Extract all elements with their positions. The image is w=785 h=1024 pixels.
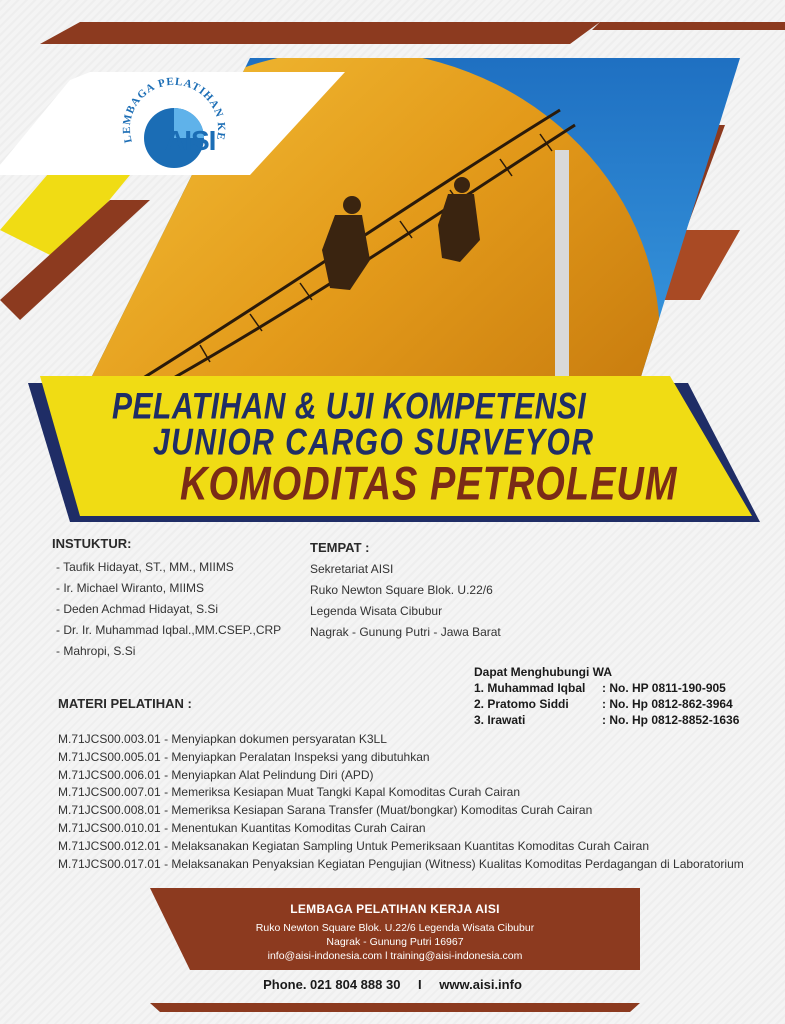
footer-separator: I — [418, 977, 422, 992]
tempat-item: Sekretariat AISI — [310, 562, 394, 576]
materi-item: M.71JCS00.010.01 - Menentukan Kuantitas Komoditas Curah Cairan — [58, 820, 426, 835]
instruktur-item: - Mahropi, S.Si — [56, 644, 136, 658]
tempat-section — [310, 540, 501, 643]
contact-phone: : No. Hp 0812-862-3964 — [602, 697, 733, 711]
footer-org: LEMBAGA PELATIHAN KERJA AISI — [290, 902, 500, 916]
instruktur-heading: INSTUKTUR: — [52, 536, 132, 551]
contact-heading: Dapat Menghubungi WA — [474, 665, 612, 679]
instruktur-item: - Dr. Ir. Muhammad Iqbal.,MM.CSEP.,CRP — [56, 623, 282, 637]
tempat-item: Legenda Wisata Cibubur — [310, 604, 443, 618]
footer-address-2: Nagrak - Gunung Putri 16967 — [326, 936, 464, 948]
materi-item: M.71JCS00.003.01 - Menyiapkan dokumen persyaratan K3LL — [58, 732, 387, 746]
top-brown-stripe — [40, 22, 600, 44]
materi-heading: MATERI PELATIHAN : — [58, 696, 192, 711]
materi-item: M.71JCS00.005.01 - Menyiapkan Peralatan Inspeksi yang dibutuhkan — [58, 749, 430, 764]
logo-arc-text: LEMBAGA PELATIHAN KE — [120, 75, 228, 145]
materi-item: M.71JCS00.008.01 - Memeriksa Kesiapan Sarana Transfer (Muat/bongkar) Komoditas Curah Cairan — [58, 803, 593, 818]
instruktur-item: - Taufik Hidayat, ST., MM., MIIMS — [56, 560, 234, 574]
materi-item: M.71JCS00.006.01 - Menyiapkan Alat Pelindung Diri (APD) — [58, 767, 374, 782]
footer-contact-line — [0, 977, 785, 992]
contact-name: 1. Muhammad Iqbal — [474, 681, 586, 695]
title-line-3: KOMODITAS PETROLEUM — [180, 458, 678, 511]
instruktur-section — [52, 536, 281, 662]
title-line-1: PELATIHAN & UJI KOMPETENSI — [112, 386, 587, 428]
tempat-item: Ruko Newton Square Blok. U.22/6 — [310, 583, 493, 597]
contact-phone: : No. HP 0811-190-905 — [602, 681, 726, 695]
contact-phone: : No. Hp 0812-8852-1636 — [602, 713, 740, 727]
footer-website: www.aisi.info — [439, 977, 522, 992]
title-line-2: JUNIOR CARGO SURVEYOR — [153, 422, 595, 464]
materi-item: M.71JCS00.017.01 - Melaksanakan Penyaksian Kegiatan Pengujian (Witness) Kualitas Komoditas Perdagangan di Laboratorium — [58, 856, 744, 871]
materi-item: M.71JCS00.007.01 - Memeriksa Kesiapan Muat Tangki Kapal Komoditas Curah Cairan — [58, 785, 521, 800]
footer-address-1: Ruko Newton Square Blok. U.22/6 Legenda Wisata Cibubur — [255, 922, 535, 934]
contact-row — [474, 680, 739, 696]
materi-section — [58, 696, 744, 873]
logo-name: AISI — [165, 125, 216, 156]
contact-name: 2. Pratomo Siddi — [474, 697, 569, 711]
tempat-heading: TEMPAT : — [310, 540, 370, 555]
materi-item: M.71JCS00.012.01 - Melaksanakan Kegiatan Sampling Untuk Pemeriksaan Kuantitas Komoditas Curah Cairan — [58, 838, 649, 853]
bottom-stripe — [150, 1003, 640, 1012]
top-brown-stripe-2 — [592, 22, 785, 30]
contact-name: 3. Irawati — [474, 713, 526, 727]
footer-emails: info@aisi-indonesia.com l training@aisi-indonesia.com — [267, 950, 523, 962]
tempat-item: Nagrak - Gunung Putri - Jawa Barat — [310, 625, 501, 639]
instruktur-item: - Ir. Michael Wiranto, MIIMS — [56, 581, 205, 595]
instruktur-item: - Deden Achmad Hidayat, S.Si — [56, 602, 219, 616]
footer-phone: Phone. 021 804 888 30 — [263, 977, 401, 992]
